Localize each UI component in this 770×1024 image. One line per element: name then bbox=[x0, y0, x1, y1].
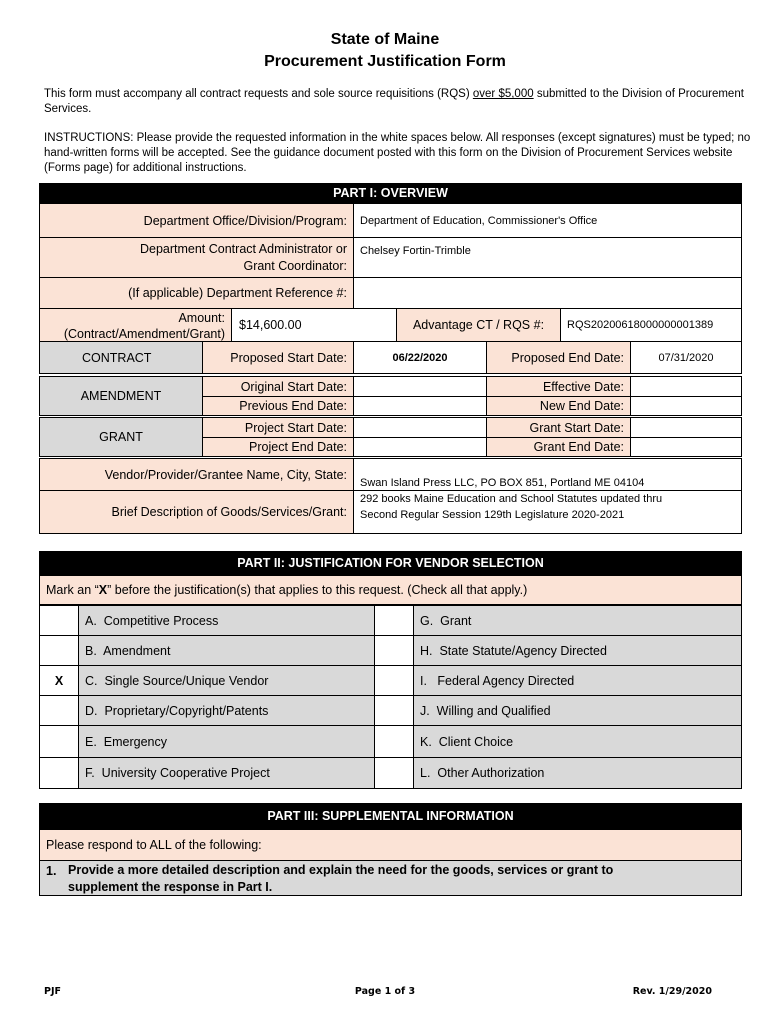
part1-heading: PART I: OVERVIEW bbox=[39, 183, 742, 203]
part2-instruction-mark: X bbox=[98, 583, 108, 597]
proposed-start-value: 06/22/2020 bbox=[392, 351, 448, 364]
justification-option-right bbox=[413, 757, 742, 789]
justification-checkbox-right[interactable] bbox=[374, 757, 414, 789]
part3-heading: PART III: SUPPLEMENTAL INFORMATION bbox=[39, 803, 742, 829]
amount-label bbox=[39, 308, 232, 342]
justification-option-left bbox=[78, 605, 375, 636]
justification-checkbox-left[interactable] bbox=[39, 695, 79, 726]
vendor-label bbox=[39, 458, 354, 491]
amendment-label-text: AMENDMENT bbox=[80, 389, 162, 403]
justification-option-right-text: J. Willing and Qualified bbox=[420, 703, 551, 718]
admin-field[interactable] bbox=[353, 237, 742, 278]
ref-label bbox=[39, 277, 354, 309]
part2-instruction-text-end: ” before the justification(s) that applies to this request. (Check all that apply.) bbox=[107, 583, 528, 597]
justification-option-left bbox=[78, 635, 375, 666]
vendor-field[interactable] bbox=[353, 458, 742, 491]
part3-instruction-text: Please respond to ALL of the following: bbox=[46, 838, 262, 852]
description-label-text: Brief Description of Goods/Services/Grant: bbox=[111, 505, 347, 519]
intro-text-end: submitted to the Division of Procurement Services. bbox=[44, 88, 744, 115]
justification-checkbox-left[interactable] bbox=[39, 605, 79, 636]
justification-checkbox-left[interactable] bbox=[39, 665, 79, 696]
form-title: State of Maine bbox=[330, 31, 440, 48]
question-1 bbox=[39, 860, 742, 896]
justification-option-left bbox=[78, 695, 375, 726]
proposed-end-label-text: Proposed End Date: bbox=[511, 350, 624, 365]
justification-option-right bbox=[413, 635, 742, 666]
vendor-label-text: Vendor/Provider/Grantee Name, City, State: bbox=[104, 468, 347, 482]
justification-option-right-text: H. State Statute/Agency Directed bbox=[420, 643, 607, 658]
justification-option-right-text: K. Client Choice bbox=[420, 734, 514, 749]
contract-row-label bbox=[39, 341, 203, 374]
ref-field[interactable] bbox=[353, 277, 742, 309]
justification-option-right bbox=[413, 605, 742, 636]
admin-value: Chelsey Fortin-Trimble bbox=[360, 245, 471, 257]
footer-page-number: Page 1 of 3 bbox=[354, 986, 416, 997]
previous-end-field[interactable] bbox=[353, 396, 487, 416]
grant-end-label-text: Grant End Date: bbox=[533, 440, 624, 454]
grant-end-field[interactable] bbox=[630, 437, 742, 457]
justification-checkbox-left[interactable] bbox=[39, 757, 79, 789]
justification-checkbox-right[interactable] bbox=[374, 635, 414, 666]
justification-option-left-text: B. Amendment bbox=[85, 643, 171, 658]
effective-date-label-text: Effective Date: bbox=[542, 379, 624, 394]
description-label bbox=[39, 490, 354, 534]
proposed-start-label-text: Proposed Start Date: bbox=[230, 350, 347, 365]
justification-checkbox-right[interactable] bbox=[374, 665, 414, 696]
justification-option-left bbox=[78, 725, 375, 758]
justification-option-left bbox=[78, 757, 375, 789]
justification-checkbox-right[interactable] bbox=[374, 725, 414, 758]
justification-option-left-text: A. Competitive Process bbox=[85, 613, 219, 628]
description-value-line1: 292 books Maine Education and School Statutes updated thru bbox=[360, 493, 663, 505]
new-end-field[interactable] bbox=[630, 396, 742, 416]
part2-instruction-text: Mark an “ bbox=[46, 583, 99, 597]
project-end-label-text: Project End Date: bbox=[249, 440, 347, 454]
grant-start-field[interactable] bbox=[630, 417, 742, 438]
part2-instruction bbox=[39, 575, 742, 605]
footer-revision: Rev. 1/29/2020 bbox=[632, 986, 712, 997]
admin-label bbox=[39, 237, 354, 278]
effective-date-label bbox=[486, 376, 631, 397]
justification-option-right-text: G. Grant bbox=[420, 613, 472, 628]
new-end-label bbox=[486, 396, 631, 416]
new-end-label-text: New End Date: bbox=[539, 399, 624, 413]
amount-label-line1: Amount: bbox=[178, 311, 225, 325]
amendment-row-label bbox=[39, 376, 203, 416]
project-start-field[interactable] bbox=[353, 417, 487, 438]
proposed-end-label bbox=[486, 341, 631, 374]
dept-label bbox=[39, 203, 354, 238]
advantage-value: RQS20200618000000001389 bbox=[567, 319, 714, 331]
form-subtitle: Procurement Justification Form bbox=[264, 53, 506, 70]
justification-checkbox-left[interactable] bbox=[39, 635, 79, 666]
grant-start-label-text: Grant Start Date: bbox=[529, 420, 624, 435]
justification-option-right bbox=[413, 725, 742, 758]
dept-value: Department of Education, Commissioner's Office bbox=[360, 214, 598, 227]
justification-option-left bbox=[78, 665, 375, 696]
intro-threshold: over $5,000 bbox=[472, 88, 534, 100]
contract-label-text: CONTRACT bbox=[82, 350, 152, 365]
original-start-label bbox=[202, 376, 354, 397]
amount-field[interactable] bbox=[231, 308, 397, 342]
description-value-line2: Second Regular Session 129th Legislature 2020-2021 bbox=[360, 509, 625, 521]
justification-option-right bbox=[413, 695, 742, 726]
justification-checkbox-right[interactable] bbox=[374, 605, 414, 636]
project-start-label bbox=[202, 417, 354, 438]
project-end-field[interactable] bbox=[353, 437, 487, 457]
original-start-field[interactable] bbox=[353, 376, 487, 397]
advantage-label-text: Advantage CT / RQS #: bbox=[412, 318, 545, 332]
justification-option-left-text: F. University Cooperative Project bbox=[85, 766, 270, 780]
justification-checkbox-right[interactable] bbox=[374, 695, 414, 726]
vendor-value: Swan Island Press LLC, PO BOX 851, Portland ME 04104 bbox=[360, 477, 645, 489]
description-field[interactable] bbox=[353, 490, 742, 534]
question-1-line1: Provide a more detailed description and explain the need for the goods, services or grant to bbox=[68, 863, 614, 877]
amount-label-line2: (Contract/Amendment/Grant) bbox=[63, 327, 225, 341]
grant-row-label bbox=[39, 417, 203, 457]
previous-end-label bbox=[202, 396, 354, 416]
grant-end-label bbox=[486, 437, 631, 457]
intro-paragraph bbox=[44, 87, 754, 117]
previous-end-label-text: Previous End Date: bbox=[239, 399, 347, 413]
justification-checkbox-left-text: X bbox=[54, 673, 64, 688]
justification-checkbox-left[interactable] bbox=[39, 725, 79, 758]
proposed-start-label bbox=[202, 341, 354, 374]
proposed-start-field[interactable] bbox=[353, 341, 487, 374]
ref-label-text: (If applicable) Department Reference #: bbox=[128, 286, 347, 300]
proposed-end-value: 07/31/2020 bbox=[658, 351, 714, 364]
proposed-end-field[interactable] bbox=[630, 341, 742, 374]
justification-option-left-text: E. Emergency bbox=[85, 734, 167, 749]
question-1-line2: supplement the response in Part I. bbox=[68, 880, 273, 894]
project-start-label-text: Project Start Date: bbox=[244, 420, 347, 435]
grant-label-text: GRANT bbox=[99, 430, 143, 444]
part3-instruction bbox=[39, 829, 742, 861]
footer-form-code: PJF bbox=[44, 986, 61, 997]
part2-heading: PART II: JUSTIFICATION FOR VENDOR SELECTION bbox=[39, 551, 742, 575]
effective-date-field[interactable] bbox=[630, 376, 742, 397]
justification-option-right bbox=[413, 665, 742, 696]
original-start-label-text: Original Start Date: bbox=[240, 379, 347, 394]
question-1-number: 1. bbox=[46, 864, 57, 878]
justification-option-right-text: L. Other Authorization bbox=[420, 766, 545, 780]
amount-value: $14,600.00 bbox=[239, 318, 302, 332]
grant-start-label bbox=[486, 417, 631, 438]
intro-text: This form must accompany all contract requests and sole source requisitions (RQS) bbox=[44, 88, 473, 100]
justification-option-right-text: I. Federal Agency Directed bbox=[420, 673, 575, 688]
advantage-label bbox=[396, 308, 561, 342]
justification-option-left-text: C. Single Source/Unique Vendor bbox=[85, 673, 269, 688]
admin-label-line2: Grant Coordinator: bbox=[243, 259, 347, 273]
admin-label-line1: Department Contract Administrator or bbox=[139, 242, 347, 256]
instructions-paragraph: INSTRUCTIONS: Please provide the requested information in the white spaces below. All responses (except signatures) must be typed; no hand-written forms will be accepted. See the guidance document posted with this form on the Division of Procurement Services website (Forms page) for additional instructions. bbox=[44, 132, 751, 174]
justification-option-left-text: D. Proprietary/Copyright/Patents bbox=[85, 703, 269, 718]
dept-label-text: Department Office/Division/Program: bbox=[143, 213, 347, 228]
project-end-label bbox=[202, 437, 354, 457]
dept-field[interactable] bbox=[353, 203, 742, 238]
advantage-field[interactable] bbox=[560, 308, 742, 342]
